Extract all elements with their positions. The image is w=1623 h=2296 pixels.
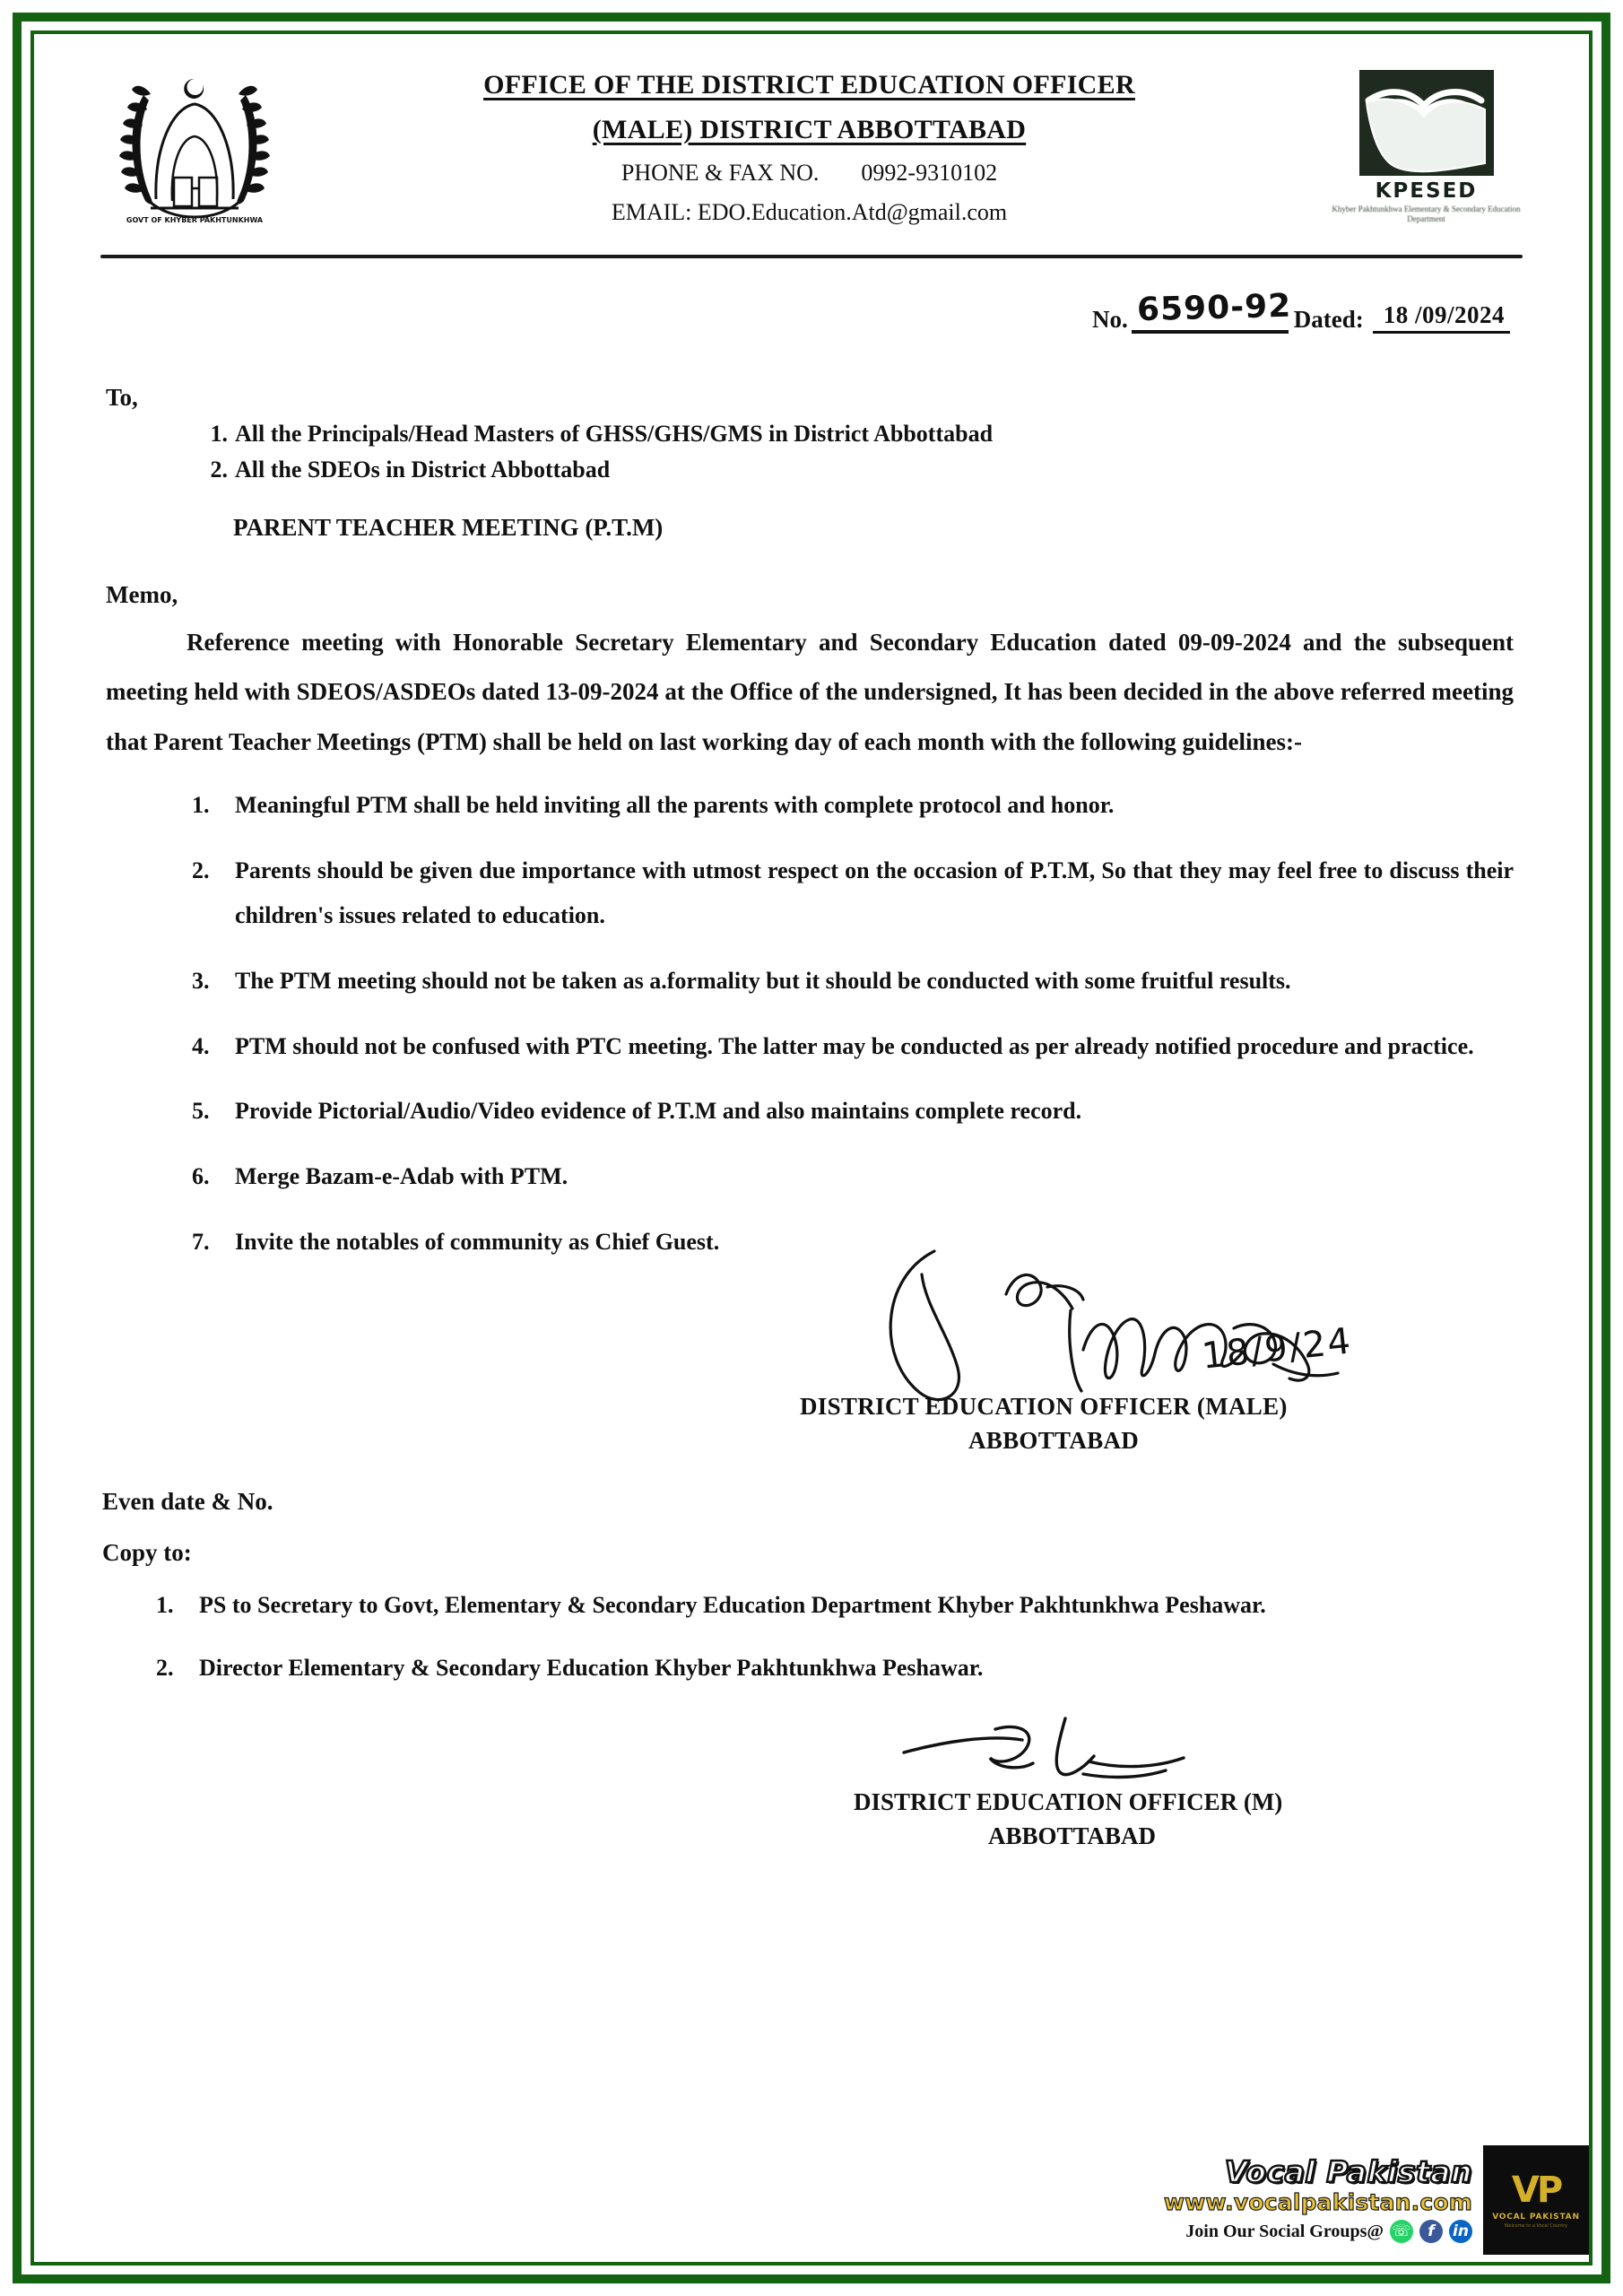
copy-number: 2. [156, 1655, 174, 1682]
watermark-logo-name: VOCAL PAKISTAN [1492, 2212, 1580, 2222]
signature-block-primary [100, 1285, 1523, 1474]
list-item [156, 1646, 1523, 1692]
to-label: To, [106, 384, 138, 411]
even-date-label: Even date & No. [102, 1487, 273, 1515]
guideline-text: Meaningful PTM shall be held inviting all the parents with complete protocol and honor. [235, 792, 1115, 819]
phone-label: PHONE & FAX NO. [621, 160, 820, 186]
no-label: No. [1092, 306, 1128, 333]
list-item [192, 959, 1523, 1004]
watermark-logo-mark: VP [1511, 2169, 1561, 2211]
watermark-text-group [1164, 2145, 1483, 2255]
list-item [192, 783, 1523, 829]
copy-text: Director Elementary & Secondary Education Khyber Pakhtunkhwa Peshawar. [199, 1655, 984, 1682]
signature2-title-line2: ABBOTTABAD [988, 1822, 1157, 1849]
memo-paragraph: Reference meeting with Honorable Secretary Elementary and Secondary Education dated 09-09-2024 and the subsequent meeting held with SDEOS/ASDEOs dated 13-09-2024 at the Office of the undersigned, It has been decided in the above referred meeting that Parent Teacher Meetings (PTM) shall be held on last working day of each month with the following guidelines:- [106, 629, 1514, 755]
linkedin-icon[interactable]: in [1449, 2220, 1472, 2243]
list-item [192, 848, 1523, 939]
recipient-number: 1. [210, 421, 228, 447]
svg-text:GOVT OF KHYBER PAKHTUNKHWA: GOVT OF KHYBER PAKHTUNKHWA [126, 216, 264, 224]
copy-to-label: Copy to: [102, 1538, 192, 1566]
government-crest-icon [100, 61, 289, 230]
list-item [210, 457, 1523, 483]
copy-text: PS to Secretary to Govt, Elementary & Secondary Education Department Khyber Pakhtunkhwa Peshawar. [199, 1591, 1266, 1618]
guidelines-list [100, 783, 1523, 1265]
kpesed-subtitle: Khyber Pakhtunkhwa Elementary & Secondary Education Department [1332, 204, 1521, 224]
office-title-line1: OFFICE OF THE DISTRICT EDUCATION OFFICER [483, 70, 1135, 100]
whatsapp-icon[interactable]: ☏ [1390, 2220, 1413, 2243]
signature-block-secondary [100, 1718, 1523, 1884]
facebook-icon[interactable]: f [1419, 2220, 1443, 2243]
no-value-handwritten: 6590-92 [1136, 287, 1292, 329]
list-item [192, 1089, 1523, 1135]
guideline-text: Invite the notables of community as Chief Guest. [235, 1228, 720, 1255]
recipient-list [100, 421, 1523, 483]
guideline-number: 3. [192, 968, 210, 995]
guideline-number: 4. [192, 1032, 210, 1059]
guideline-number: 2. [192, 857, 210, 883]
letterhead-text [289, 61, 1330, 239]
copy-number: 1. [156, 1591, 174, 1618]
kpesed-logo [1330, 61, 1523, 225]
guideline-text: PTM should not be confused with PTC meeting. The latter may be conducted as per already notified procedure and practice. [235, 1032, 1474, 1059]
letterhead [100, 45, 1523, 239]
phone-line [289, 160, 1330, 187]
open-book-icon [1359, 70, 1494, 176]
vocal-pakistan-watermark [1164, 2145, 1589, 2255]
handwritten-signature-icon [890, 1713, 1266, 1799]
recipient-number: 2. [210, 457, 228, 483]
guideline-text: Parents should be given due importance with utmost respect on the occasion of P.T.M, So that they may feel free to discuss their children's issues related to education. [235, 857, 1514, 929]
list-item [192, 1154, 1523, 1200]
watermark-social-label: Join Our Social Groups@ [1185, 2221, 1384, 2241]
header-divider [100, 255, 1523, 258]
reference-row [100, 287, 1523, 334]
watermark-logo-tagline: Welcome to a Vocal Country [1504, 2222, 1568, 2229]
watermark-social-row [1185, 2220, 1472, 2243]
signature-title-line2: ABBOTTABAD [968, 1426, 1140, 1454]
guideline-number: 1. [192, 792, 210, 819]
recipient-text: All the SDEOs in District Abbottabad [235, 457, 611, 483]
no-value-field [1132, 287, 1292, 334]
subject-line [100, 514, 1523, 542]
watermark-url[interactable]: www.vocalpakistan.com [1163, 2189, 1472, 2216]
guideline-text: The PTM meeting should not be taken as a.formality but it should be conducted with some fruitful results. [235, 968, 1291, 995]
signature2-title-line1: DISTRICT EDUCATION OFFICER (M) [854, 1787, 1283, 1815]
phone-value: 0992-9310102 [861, 160, 998, 186]
dated-label: Dated: [1293, 306, 1364, 333]
dated-value: 18 /09/2024 [1373, 301, 1510, 334]
email-line: EMAIL: EDO.Education.Atd@gmail.com [611, 199, 1008, 225]
signature-title-line1: DISTRICT EDUCATION OFFICER (MALE) [800, 1392, 1288, 1420]
guideline-number: 7. [192, 1228, 210, 1255]
kpesed-wordmark: KPESED [1375, 179, 1478, 203]
list-item [210, 421, 1523, 448]
copy-to-list [100, 1583, 1523, 1692]
list-item [192, 1220, 1523, 1265]
recipient-text: All the Principals/Head Masters of GHSS/GHS/GMS in District Abbottabad [235, 421, 994, 447]
guideline-number: 6. [192, 1163, 210, 1190]
memo-label: Memo, [106, 581, 178, 608]
signature-date-handwritten: 18/9/24 [1200, 1319, 1355, 1378]
guideline-number: 5. [192, 1098, 210, 1125]
list-item [192, 1024, 1523, 1070]
office-title-line2: (MALE) DISTRICT ABBOTTABAD [592, 115, 1027, 144]
guideline-text: Provide Pictorial/Audio/Video evidence of P.T.M and also maintains complete record. [235, 1098, 1082, 1125]
guideline-text: Merge Bazam-e-Adab with PTM. [235, 1163, 568, 1190]
watermark-logo [1483, 2145, 1589, 2255]
watermark-brand: Vocal Pakistan [1224, 2153, 1472, 2189]
subject-text: PARENT TEACHER MEETING (P.T.M) [233, 514, 664, 541]
list-item [156, 1583, 1523, 1629]
document-sheet [47, 45, 1576, 2251]
